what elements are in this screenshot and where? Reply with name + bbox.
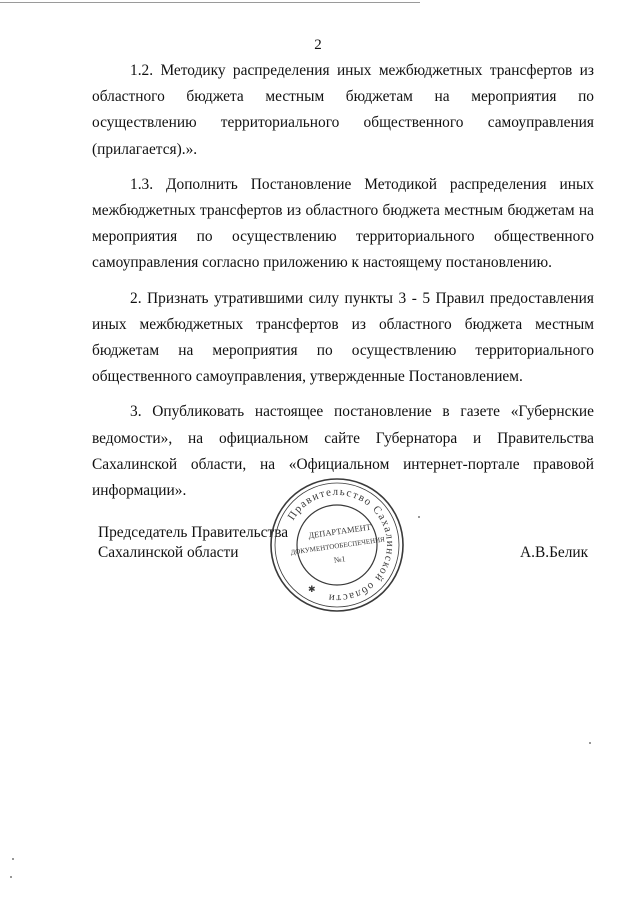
page-number: 2 bbox=[314, 37, 322, 53]
paragraph-3: 3. Опубликовать настоящее постановление в газете «Губернские ведомости», на официальном сайте Губернатора и Правительства Сахалинской области, на «Официальном интернет-портале правовой информации». bbox=[92, 403, 594, 500]
signature-title-line-1: Председатель Правительства bbox=[98, 524, 289, 541]
signature-title-line-2: Сахалинской области bbox=[98, 544, 239, 561]
seal-center-line-1: ДЕПАРТАМЕНТ bbox=[307, 521, 372, 541]
seal-star-icon: ✱ bbox=[308, 585, 316, 595]
signature-name: А.В.Белик bbox=[520, 544, 589, 561]
seal-icon bbox=[268, 476, 406, 614]
signature-title bbox=[98, 523, 288, 563]
seal-ink bbox=[271, 479, 403, 611]
paragraph-1-3: 1.3. Дополнить Постановление Методикой распределения иных межбюджетных трансфертов из областного бюджета местным бюджетам на мероприятия по осуществлению территориального общественного самоуправления согласно приложению к настоящему постановлению. bbox=[92, 175, 594, 272]
paragraph-2: 2. Признать утратившими силу пункты 3 - 5 Правил предоставления иных межбюджетных трансфертов из областного бюджета местным бюджетам на мероприятия по осуществлению территориального общественного самоуправления, утвержденные Постановлением. bbox=[92, 289, 594, 386]
scan-speck bbox=[589, 742, 591, 744]
seal-center-line-2: ДОКУМЕНТООБЕСПЕЧЕНИЯ bbox=[290, 535, 386, 557]
scan-speck bbox=[418, 516, 420, 518]
official-seal-stamp bbox=[268, 476, 406, 614]
scan-speck bbox=[12, 858, 14, 860]
seal-ring-text: Правительство Сахалинской области bbox=[285, 485, 397, 605]
top-rule bbox=[0, 2, 420, 3]
document-body bbox=[92, 58, 594, 513]
seal-center-line-3: №1 bbox=[333, 554, 347, 565]
paragraph-1-2: 1.2. Методику распределения иных межбюджетных трансфертов из областного бюджета местным бюджетам на мероприятия по осуществлению территориального общественного самоуправления (прилагается).». bbox=[92, 62, 594, 158]
scan-speck bbox=[10, 876, 12, 878]
